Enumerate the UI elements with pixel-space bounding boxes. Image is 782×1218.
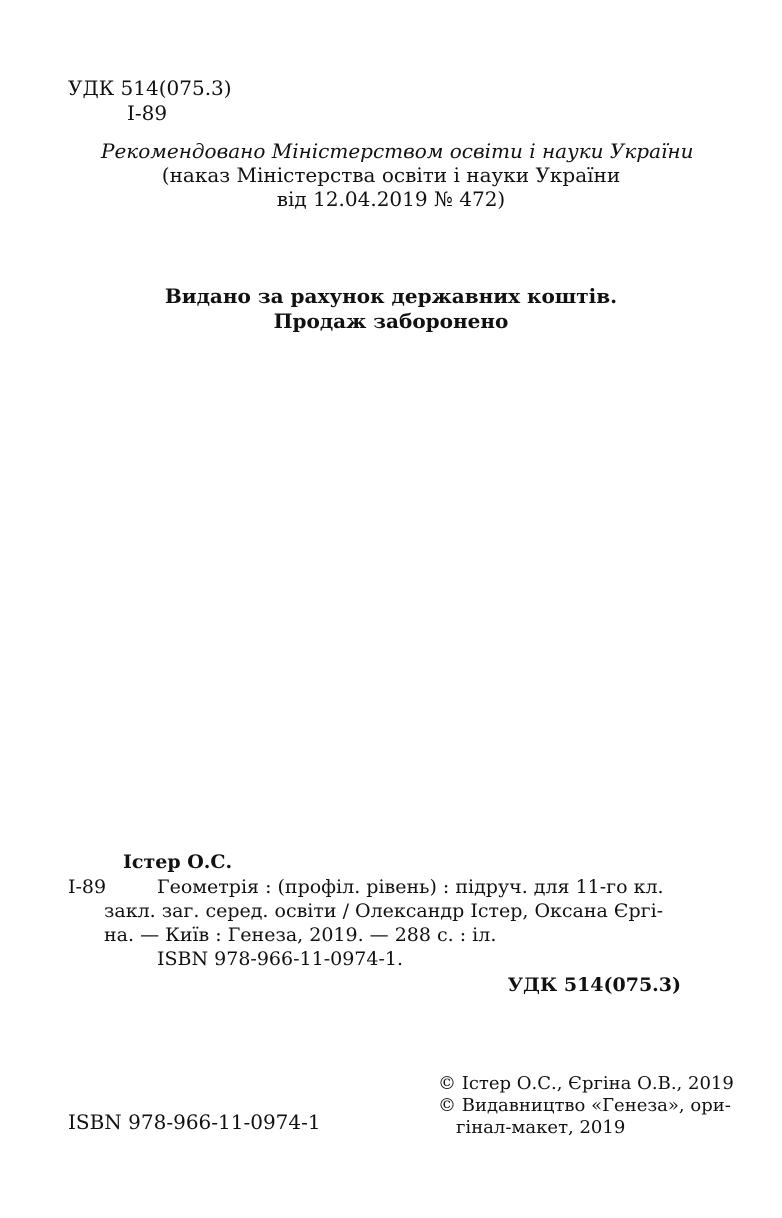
catalog-description-line-1: Геометрія : (профіл. рівень) : підруч. для 11-го кл.	[157, 876, 664, 898]
catalog-udk: УДК 514(075.3)	[507, 974, 681, 996]
udk-header: УДК 514(075.3)	[68, 76, 232, 100]
recommendation-line-1: Рекомендовано Міністерством освіти і науки України	[101, 139, 694, 163]
copyright-line-2: © Видавництво «Генеза», ори-	[438, 1095, 731, 1116]
recommendation-line-3: від 12.04.2019 № 472)	[276, 187, 506, 211]
catalog-isbn: ISBN 978-966-11-0974-1.	[157, 948, 404, 970]
catalog-author: Істер О.С.	[123, 851, 233, 873]
notice-line-1: Видано за рахунок державних коштів.	[164, 284, 618, 308]
recommendation-line-2: (наказ Міністерства освіти і науки України	[161, 163, 621, 187]
copyright-line-1: © Істер О.С., Єргіна О.В., 2019	[438, 1073, 734, 1094]
copyright-line-3: гінал-макет, 2019	[456, 1117, 626, 1138]
catalog-description-line-3: на. — Київ : Генеза, 2019. — 288 с. : іл.	[104, 924, 497, 946]
catalog-description-line-2: закл. заг. серед. освіти / Олександр Істер, Оксана Єргі-	[104, 900, 664, 922]
catalog-index: І-89	[68, 876, 107, 898]
notice-line-2: Продаж заборонено	[273, 309, 509, 333]
footer-isbn: ISBN 978-966-11-0974-1	[68, 1110, 321, 1134]
catalog-index-header: І-89	[127, 101, 168, 125]
